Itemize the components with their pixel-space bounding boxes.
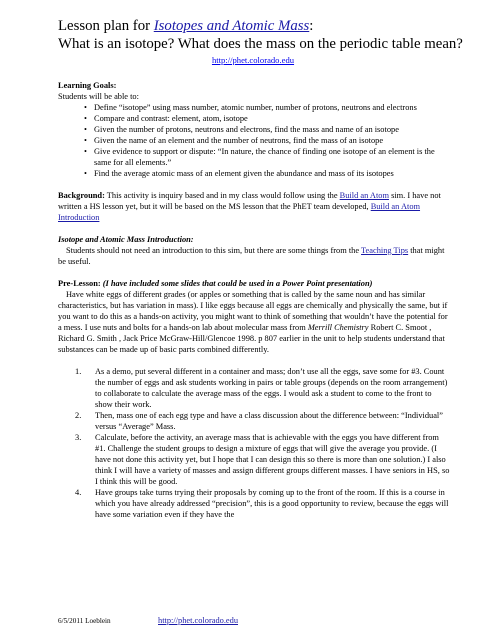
pre-lesson-heading: Pre-Lesson: bbox=[58, 279, 101, 288]
intro-heading: Isotope and Atomic Mass Introduction: bbox=[58, 235, 194, 244]
step-item bbox=[75, 487, 450, 520]
background-heading: Background: bbox=[58, 191, 105, 200]
step-number: 4. bbox=[75, 488, 82, 497]
learning-goals-list bbox=[58, 102, 450, 179]
build-an-atom-intro-link[interactable]: Build an Atom Introduction bbox=[58, 202, 421, 222]
page-title bbox=[58, 18, 313, 35]
footer-date-author: 6/5/2011 Loeblein bbox=[58, 617, 111, 625]
intro-paragraph bbox=[58, 245, 450, 267]
step-text: Calculate, before the activity, an average mass that is achievable with the eggs you have different from #1. Challenge the student groups to design a mixture of eggs that will give the average you provide. (I have not done this activity yet, but I hope that I can design this so there is more than one solution.) I also think I will have a variety of masses and assign different groups different masses. I have seniors in HS, so I think this will be good. bbox=[95, 433, 450, 486]
step-text: Then, mass one of each egg type and have a class discussion about the difference between: “Individual” versus “Average” Mass. bbox=[95, 411, 443, 431]
goal-item: • Define “isotope” using mass number, atomic number, number of protons, neutrons and electrons bbox=[84, 102, 450, 113]
goal-item: • Give evidence to support or dispute: “In nature, the chance of finding one isotope of an element is the same for all elements.” bbox=[84, 146, 450, 168]
step-item bbox=[75, 432, 450, 487]
phet-url-link[interactable]: http://phet.colorado.edu bbox=[211, 55, 295, 65]
page-subtitle: What is an isotope? What does the mass on the periodic table mean? bbox=[58, 36, 463, 52]
header-url-wrap bbox=[58, 55, 448, 66]
step-number: 2. bbox=[75, 411, 82, 420]
goal-item: • Find the average atomic mass of an element given the abundance and mass of its isotopes bbox=[84, 168, 450, 179]
step-text: Have groups take turns trying their proposals by coming up to the front of the room. If this is a course in which you have already addressed “precision”, this is a good opportunity to review, because the eggs will have some variation even if they have the bbox=[95, 488, 449, 519]
intro-text-end: that might be useful. bbox=[58, 246, 445, 266]
title-prefix: Lesson plan for bbox=[58, 18, 154, 34]
step-text: As a demo, put several different in a container and mass; don’t use all the eggs, save some for #3. Count the number of eggs and ask students working in pairs or table groups (depends on the room arrangement) to collaborate to calculate the average mass of the eggs. I would ask a student to come to the front to show their work. bbox=[95, 367, 448, 409]
step-number: 1. bbox=[75, 367, 82, 376]
activity-steps bbox=[58, 366, 450, 520]
pre-lesson-text-1: Have white eggs of different grades (or apples or something that is called by the same noun and has similar characteristics, but has variation in mass). I like eggs because all eggs are chemically and physically the same, but if you want to do this as a hands-on activity, you might want to think of something that wouldn’t have the potential for a mess. I use nuts and bolts for a hands-on lab about molecular mass from bbox=[58, 290, 448, 332]
goal-item: • Given the name of an element and the number of neutrons, find the mass of an isotope bbox=[84, 135, 450, 146]
goal-item: • Compare and contrast: element, atom, isotope bbox=[84, 113, 450, 124]
document-body bbox=[58, 80, 450, 520]
step-item bbox=[75, 410, 450, 432]
pre-lesson-paragraph bbox=[58, 289, 450, 355]
background-text-1: This activity is inquiry based and in my class would follow using the bbox=[104, 191, 340, 200]
page-footer bbox=[58, 616, 239, 626]
pre-lesson-note: (I have included some slides that could be used in a Power Point presentation) bbox=[100, 279, 373, 288]
goal-item: • Given the number of protons, neutrons and electrons, find the mass and name of an isotope bbox=[84, 124, 450, 135]
step-number: 3. bbox=[75, 433, 82, 442]
background-paragraph bbox=[58, 190, 450, 223]
background-text-2: sim. I have not written a HS lesson yet, but it will be based on the MS lesson that the PhET team developed, bbox=[58, 191, 441, 211]
title-suffix: : bbox=[309, 18, 314, 34]
build-an-atom-link[interactable]: Build an Atom bbox=[339, 191, 389, 200]
pre-lesson-text-2: Robert C. Smoot , Richard G. Smith , Jack Price McGraw-Hill/Glencoe 1998. p 807 earlier in the unit to help students understand that substances can be made up of basic parts combined differently. bbox=[58, 323, 445, 354]
step-item bbox=[75, 366, 450, 410]
pre-lesson-heading-line bbox=[58, 278, 450, 289]
footer-url-link[interactable]: http://phet.colorado.edu bbox=[158, 616, 239, 625]
isotopes-atomic-mass-link[interactable]: Isotopes and Atomic Mass bbox=[153, 18, 310, 34]
learning-goals-intro: Students will be able to: bbox=[58, 92, 139, 101]
teaching-tips-link[interactable]: Teaching Tips bbox=[361, 246, 409, 255]
learning-goals-heading: Learning Goals: bbox=[58, 81, 117, 90]
intro-text: Students should not need an introduction to this sim, but there are some things from the bbox=[66, 246, 362, 255]
book-title: Merrill Chemistry bbox=[307, 323, 369, 332]
